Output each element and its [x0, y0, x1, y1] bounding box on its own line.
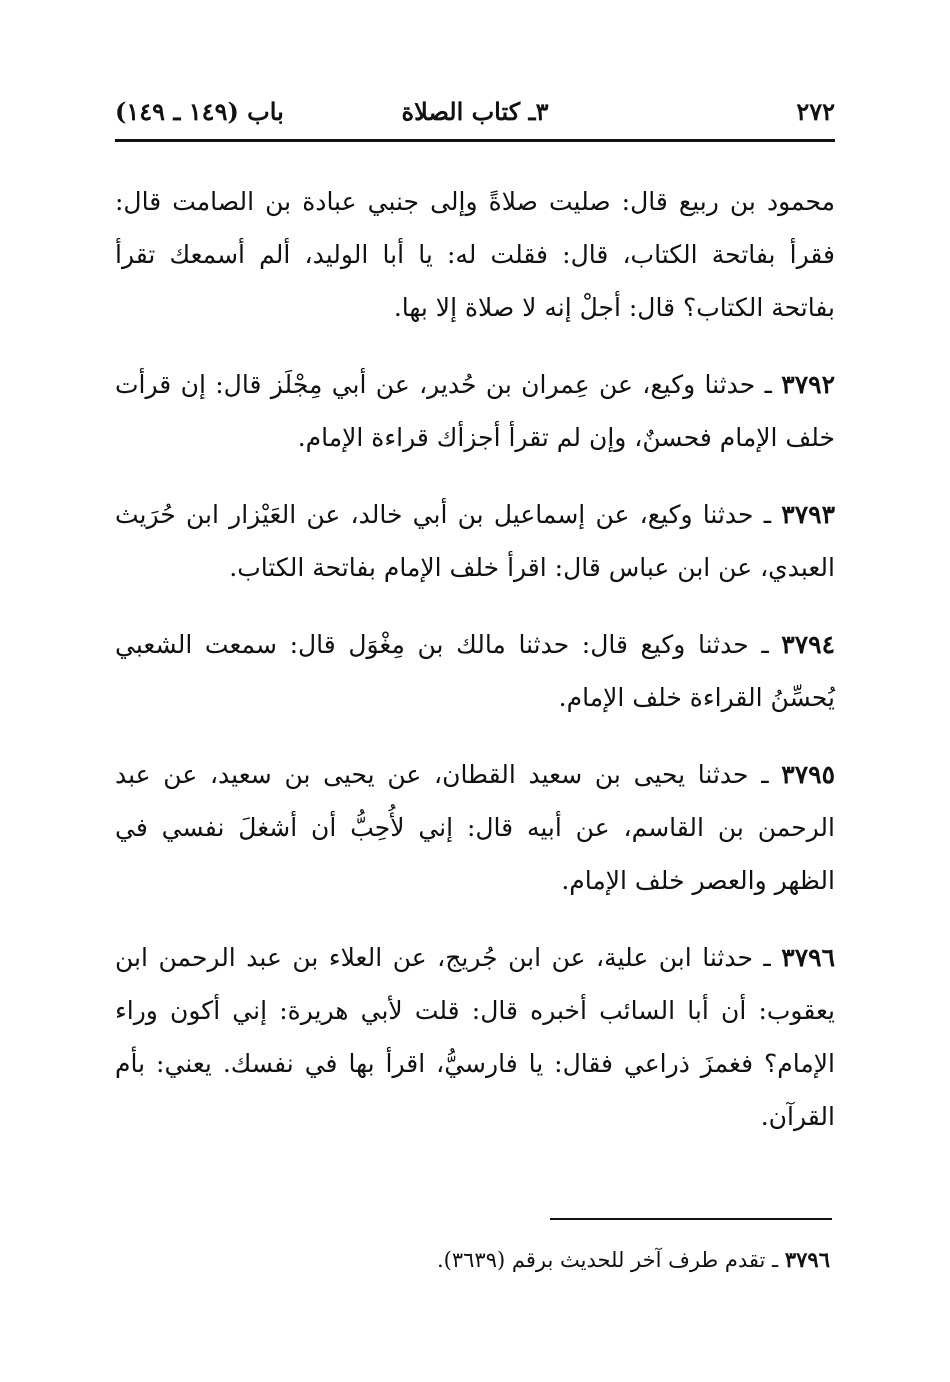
footnote-number: ٣٧٩٦ [784, 1247, 830, 1272]
hadith-text: ـ حدثنا وكيع، عن عِمران بن حُدير، عن أبي مِجْلَز قال: إن قرأت خلف الإمام فحسنٌ، وإن لم تقرأ أجزأك قراءة الإمام. [115, 370, 835, 452]
page-number: ٢٧٢ [796, 97, 835, 126]
footnote [115, 1240, 830, 1280]
section-label: باب (١٤٩ ـ ١٤٩) [115, 97, 284, 126]
hadith-text: ـ حدثنا ابن علية، عن ابن جُريج، عن العلاء بن عبد الرحمن ابن يعقوب: أن أبا السائب أخبره قال: قلت لأبي هريرة: إني أكون وراء الإمام؟ فغمزَ ذراعي فقال: يا فارسيُّ، اقرأ بها في نفسك. يعني: بأم القرآن. [115, 943, 835, 1131]
hadith-paragraph [115, 748, 835, 907]
hadith-paragraph [115, 488, 835, 594]
hadith-number: ٣٧٩٦ [781, 943, 836, 972]
hadith-paragraph [115, 931, 835, 1143]
footnote-rule [550, 1218, 832, 1220]
chapter-title: ٣ـ كتاب الصلاة [401, 97, 549, 126]
header-rule [115, 139, 835, 142]
hadith-text: محمود بن ربيع قال: صليت صلاةً وإلى جنبي عبادة بن الصامت قال: فقرأ بفاتحة الكتاب، قال: فقلت له: يا أبا الوليد، ألم أسمعك تقرأ بفاتحة الكتاب؟ قال: أجلْ إنه لا صلاة إلا بها. [115, 187, 835, 322]
hadith-number: ٣٧٩٥ [781, 760, 835, 789]
hadith-paragraph [115, 175, 835, 334]
hadith-number: ٣٧٩٢ [781, 370, 835, 399]
hadith-text: ـ حدثنا يحيى بن سعيد القطان، عن يحيى بن سعيد، عن عبد الرحمن بن القاسم، عن أبيه قال: إني لأُحِبُّ أن أشغلَ نفسي في الظهر والعصر خلف الإمام. [115, 760, 835, 895]
hadith-text: ـ حدثنا وكيع قال: حدثنا مالك بن مِغْوَل قال: سمعت الشعبي يُحسِّنُ القراءة خلف الإمام. [115, 630, 835, 712]
hadith-paragraph [115, 618, 835, 724]
hadith-text: ـ حدثنا وكيع، عن إسماعيل بن أبي خالد، عن العَيْزار ابن حُرَيث العبدي، عن ابن عباس قال: اقرأ خلف الإمام بفاتحة الكتاب. [115, 500, 835, 582]
main-text [115, 175, 835, 1143]
hadith-paragraph [115, 358, 835, 464]
hadith-number: ٣٧٩٣ [781, 500, 835, 529]
running-header [115, 90, 835, 134]
footnote-text: ـ تقدم طرف آخر للحديث برقم (٣٦٣٩). [436, 1248, 785, 1272]
hadith-number: ٣٧٩٤ [781, 630, 835, 659]
